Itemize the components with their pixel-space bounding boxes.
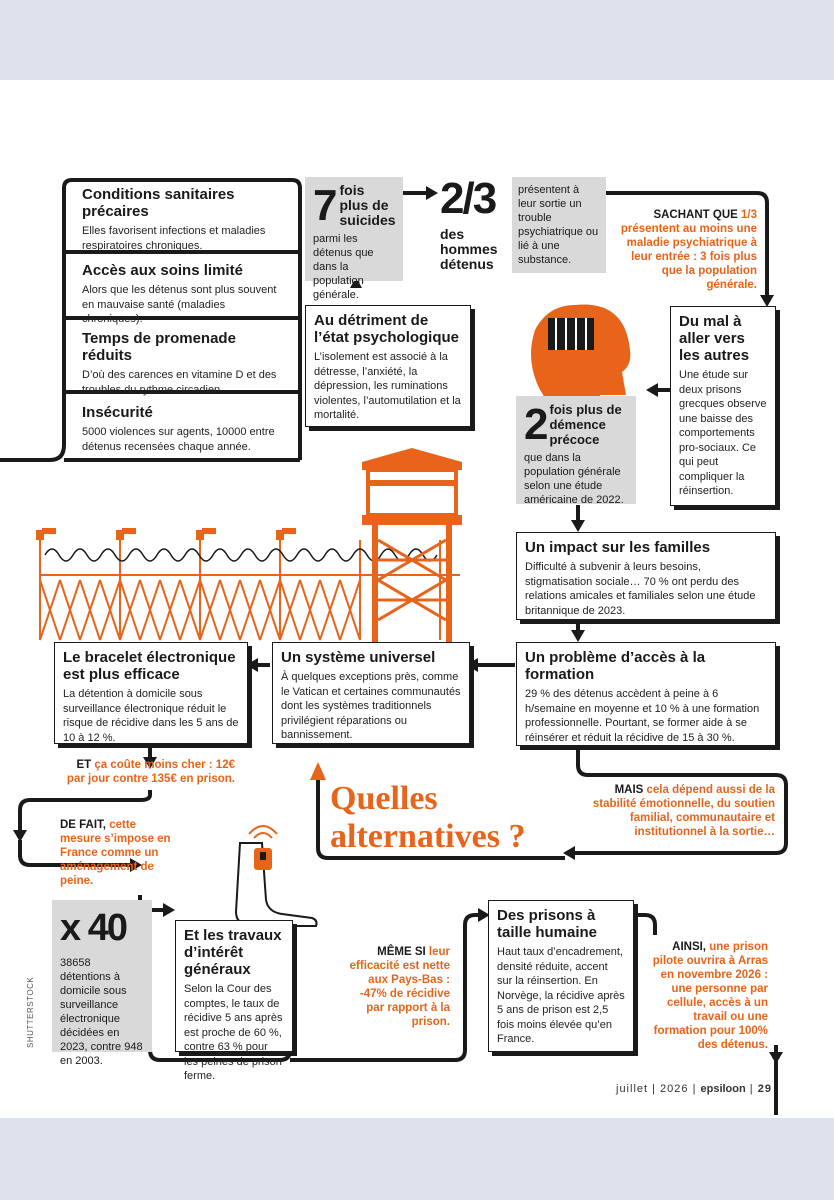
card-title: Un système universel [281,649,436,666]
note-ainsi [648,940,768,1052]
card-text: D’où des carences en vitamine D et des troubles du rythme circadien. [82,369,277,396]
card-title: Le bracelet électronique est plus efficace [63,649,236,683]
card-text: La détention à domicile sous surveillance électronique réduit le risque de récidive dans les 5 ans de 10 à 12 %. [63,688,239,744]
card-insecurite [74,398,288,458]
note-lead: ET [76,759,92,771]
card-text: Haut taux d’encadrement, densité réduite, accent sur la réinsertion. En Norvège, la récidive après 5 ans de prison est 2,5 fois moins élevée qu’en France. [497,946,625,1045]
stat-number: 7 [313,181,336,230]
stat-text: 38658 détentions à domicile sous surveillance électronique décidées en 2023, contre 948 en 2003. [60,957,143,1067]
card-du-mal [670,306,776,506]
card-text: L’isolement est associé à la détresse, l’anxiété, la dépression, les ruminations violentes, l’automutilation et la mortalité. [314,351,461,421]
card-title: Conditions sanitaires précaires [82,186,235,220]
note-text: présentent au moins une maladie psychiatrique à leur entrée : 3 fois plus que la population générale. [620,223,757,291]
card-formation [516,642,776,746]
card-title: Un impact sur les familles [525,539,711,556]
card-title: Et les travaux d’intérêt généraux [184,927,282,978]
stat-number: x 40 [60,907,126,949]
card-acces-soins [74,256,288,325]
stat-number: 2 [524,400,547,449]
stat-number: 2/3 [440,174,496,223]
card-text: Difficulté à subvenir à leurs besoins, stigmatisation sociale… 70 % ont perdu des relations amicales et familiales selon une étude britannique de 2023. [525,561,756,617]
stat-x40 [52,900,152,1067]
stat-label: fois plus de démence précoce [549,402,622,447]
card-etat-psychologique [305,305,471,427]
card-title: Temps de promenade réduits [82,330,236,364]
title-line-2: alternatives ? [330,818,526,855]
card-text: Selon la Cour des comptes, le taux de récidive 5 ans après est proche de 60 %, contre 63 % pour les peines de prison ferme. [184,983,283,1082]
card-travaux [175,920,293,1082]
card-text: Alors que les détenus sont plus souvent en mauvaise santé (maladies chroniques). [82,284,277,325]
note-text: cela dépend aussi de la stabilité émotionnelle, du soutien familial, communautaire et institutionnel à la sortie… [592,784,775,838]
card-text: 5000 violences sur agents, 10000 entre détenus recensées chaque année. [82,426,275,453]
stat-text: présentent à leur sortie un trouble psychiatrique ou lié à une substance. [518,184,599,266]
main-title [330,780,525,856]
page-footer [616,1083,772,1095]
card-title: Du mal à aller vers les autres [679,313,750,364]
photo-credit: SHUTTERSTOCK [26,976,35,1048]
stat-text: parmi les détenus que dans la population générale. [313,233,374,301]
note-lead: AINSI, [672,941,707,953]
card-title: Au détriment de l’état psychologique [314,312,460,346]
card-promenade [74,324,288,396]
note-fraction: 1/3 [741,209,757,221]
card-title: Insécurité [82,404,153,421]
stat-label: fois plus de suicides [339,182,396,228]
card-systeme-universel [272,642,470,744]
card-title: Accès aux soins limité [82,262,243,279]
footer-date: juillet | 2026 | [616,1083,697,1095]
stat-suicides [305,177,403,301]
card-conditions-sanitaires [74,180,274,252]
note-mais [590,783,775,839]
stat-dementia [516,396,636,504]
card-bracelet [54,642,248,744]
note-meme-si [340,945,450,1029]
card-text: Une étude sur deux prisons grecques observe une baisse des comportements pro-sociaux. Ce qui peut compliquer la réinsertion. [679,369,767,497]
footer-separator: | [749,1083,754,1095]
card-prisons [488,900,634,1052]
card-text: 29 % des détenus accèdent à peine à 6 h/semaine en moyenne et 10 % à une formation professionnelle. Pourtant, se former aide à se réinsérer et réduit la récidive de 15 à 30 %. [525,688,760,744]
note-text: leur efficacité est nette aux Pays-Bas : -47% de récidive par rapport à la prison. [349,946,450,1028]
note-text: cette mesure s’impose en France comme un aménagement de peine. [60,819,171,887]
note-text: ça coûte moins cher : 12€ par jour contre 135€ en prison. [66,759,235,785]
note-lead: MÊME SI [377,946,426,958]
footer-page: 29 [757,1083,772,1095]
note-lead: MAIS [614,784,644,796]
card-title: Des prisons à taille humaine [497,907,598,941]
note-sachant-que [612,208,757,292]
stat-two-thirds [440,174,606,273]
note-de-fait [60,818,180,888]
footer-brand: epsiloon [700,1083,746,1095]
note-et [60,758,235,786]
title-line-1: Quelles [330,780,438,817]
note-lead: SACHANT QUE [653,209,738,221]
card-text: À quelques exceptions près, comme le Vatican et certaines communautés dont les systèmes traditionnels privilégient réparations ou bannissement. [281,671,461,741]
card-familles [516,532,776,620]
card-text: Elles favorisent infections et maladies respiratoires chroniques. [82,225,266,252]
stat-text: que dans la population générale selon une étude américaine de 2022. [524,452,624,506]
stat-label: des hommes détenus [440,226,498,272]
card-title: Un problème d’accès à la formation [525,649,706,683]
note-lead: DE FAIT, [60,819,107,831]
note-text: une prison pilote ouvrira à Arras en novembre 2026 : une personne par cellule, accès à un travail ou une formation pour 100% des détenus. [652,941,768,1051]
